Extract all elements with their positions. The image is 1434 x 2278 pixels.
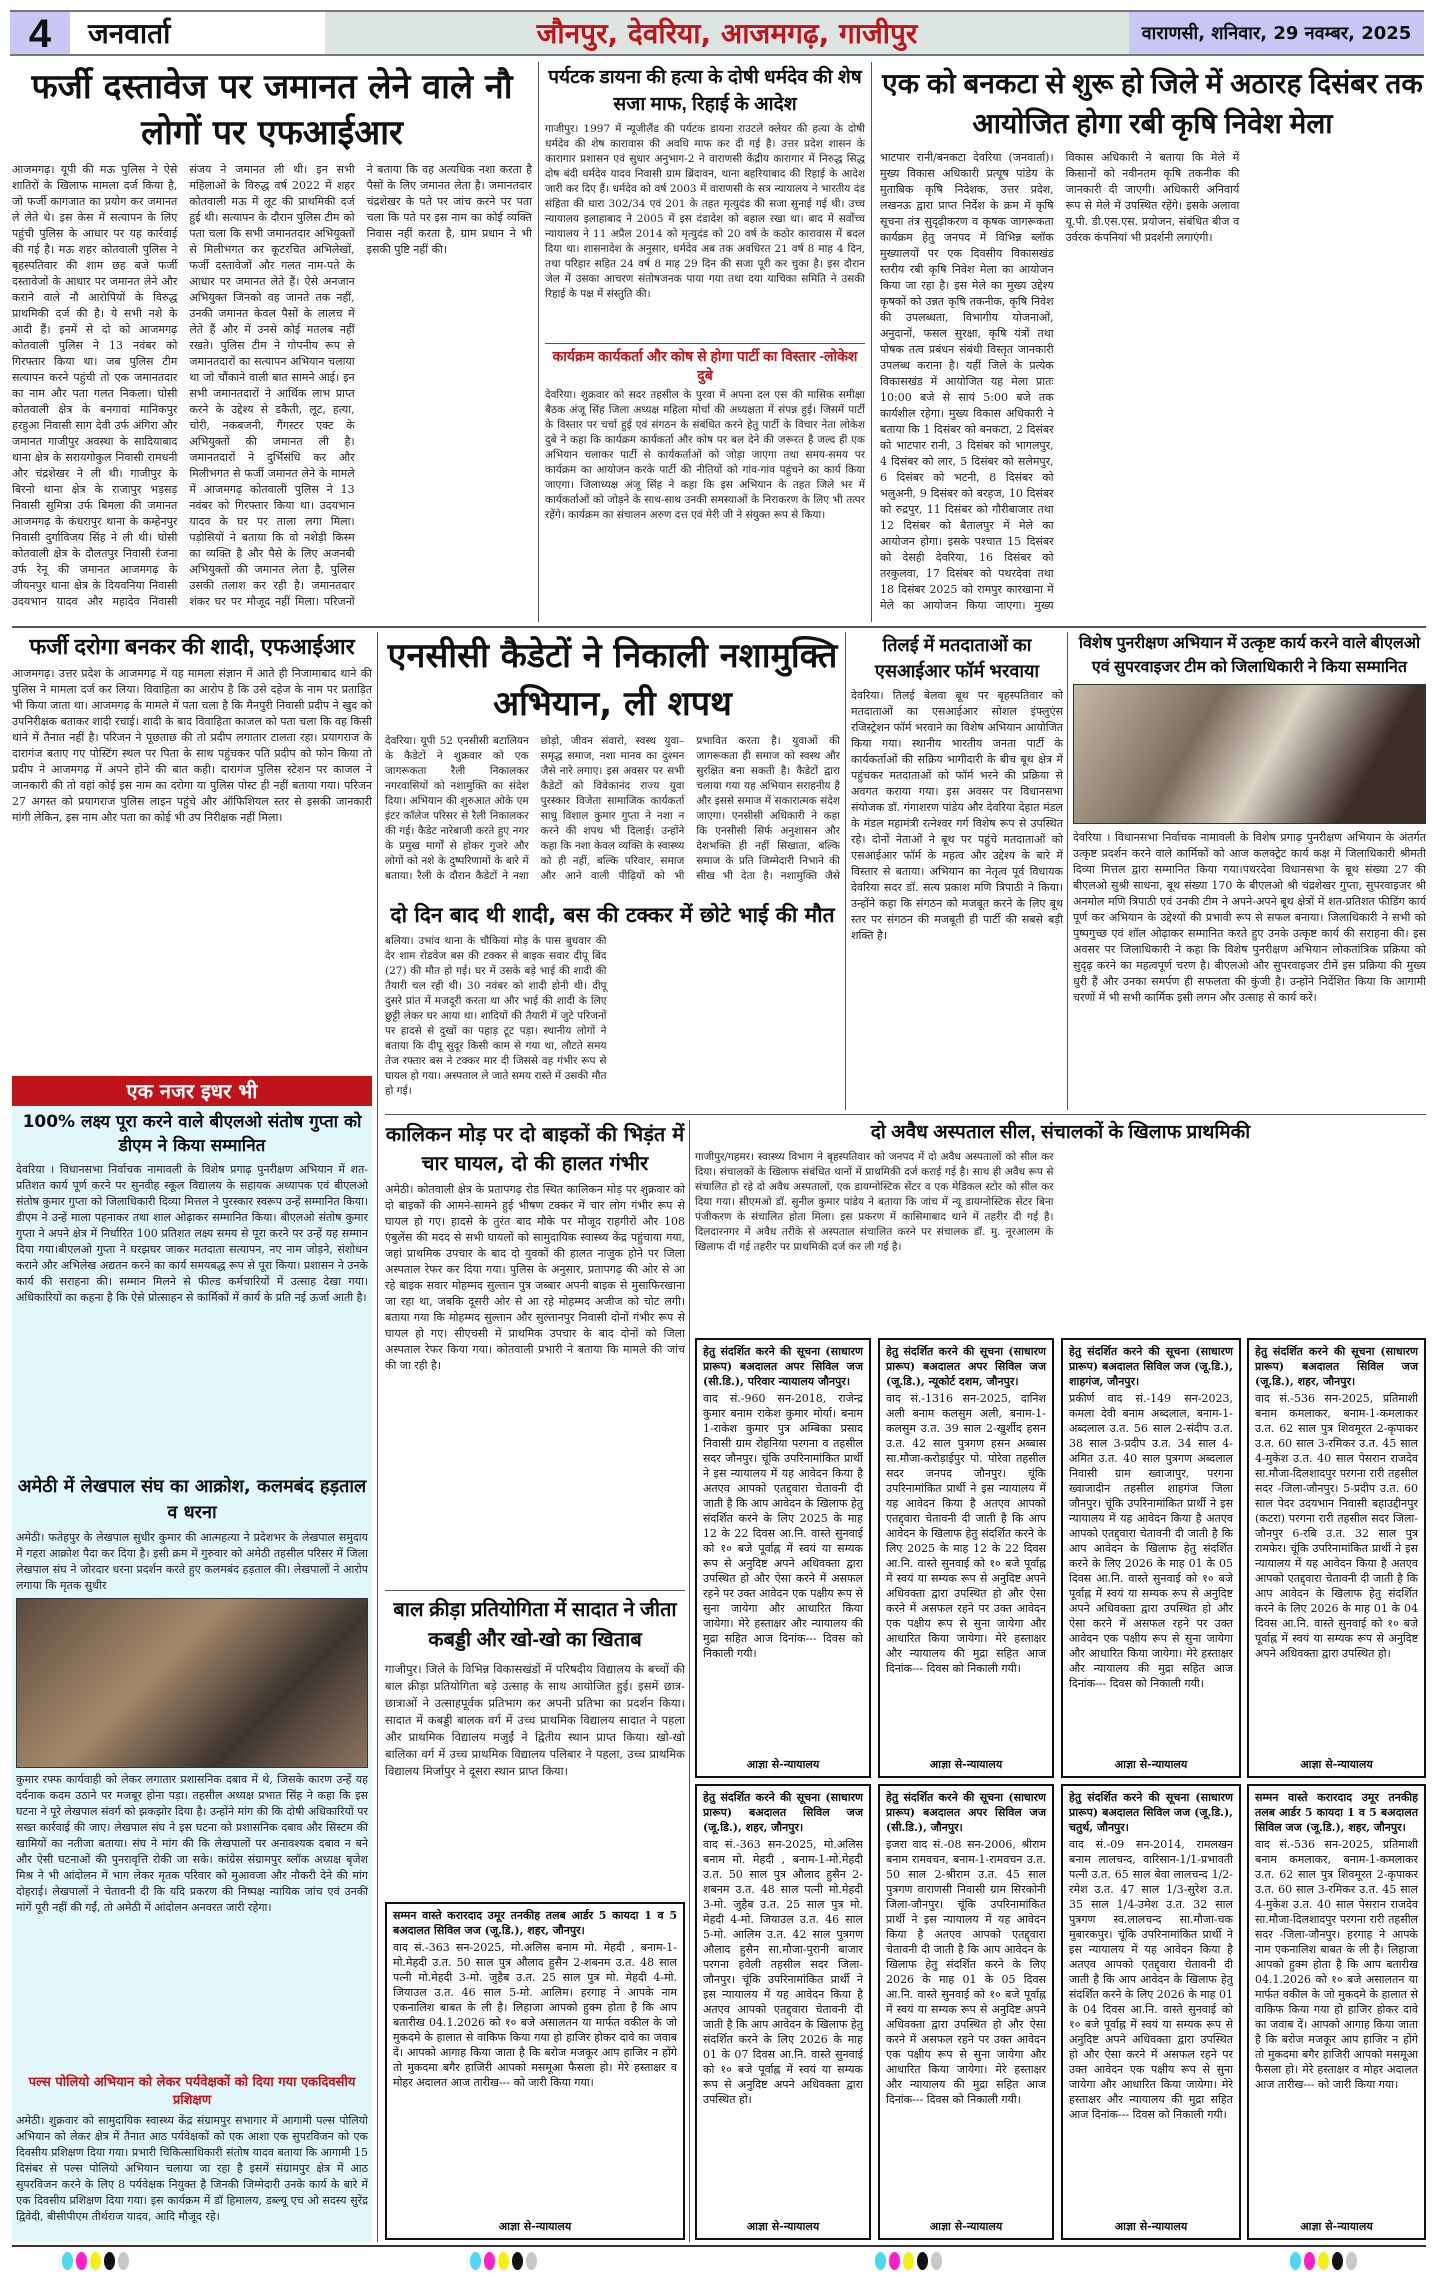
notice-body: वाद सं.-363 सन-2025, मो.अलिस बनाम मो. मेहदी , बनाम-1-मो.मेहदी उ.त. 50 साल पुत्र औलाद हुसैन 2-शबनम उ.त. 48 साल पत्नी मो.मेहदी 3-मो. जुहैब उ.त. 25 साल पुत्र मो. मेहदी 4-मो. जियाउल उ.त. 46 साल 5-मो. आलिम उ.त. 42 साल पुत्रगण औलाद हुसैन सा.मौजा-पुरानी बाजार परगना हवेली तहसील सदर जिला-जौनपुर। चूंकि उपरिनामांकित प्रार्थी ने इस न्यायालय में यह आवेदन किया है अतएव आपको एतद्द्वारा चेतावनी दी जाती है कि आप आवेदन के खिलाफ हेतु संदर्शित करने के लिए 2026 के माह 01 के 07 दिवस आ.नि. वास्ते सुनवाई को १० बजे पूर्वाह्न में स्वयं या सम्यक रूप से अनुदिष्ट अपने अधिवक्ता द्वारा उपस्थित हो। [703,1838,863,2106]
headline-bus-accident: दो दिन बाद थी शादी, बस की टक्कर में छोटे भाई की मौत [390,903,835,927]
newspaper-brand: जनवार्ता [88,17,171,50]
notice-body: वाद सं.-536 सन-2025, प्रतिमाशी बनाम कमलाकर, बनाम-1-कमलाकर उ.त. 62 साल पुत्र शिवमूरत 2-कृपाकर उ.त. 60 साल 3-रमिकर उ.त. 45 साल 4-मुकेश उ.त. 40 साल पेसरान राजदेव सा.मौजा-दिलशादपुर परगना रारी तहसील सदर -जिला-जौनपुर। 5-प्रदीप उ.त. 60 साल पेदर उदयभान निवासी बहाउद्दीनपुर (कटरा) परगना रारी तहसील सदर जिला-जौनपुर 6-रबि उ.त. 32 साल पुत्र रामफेर। चूंकि उपरिनामांकित प्रार्थी ने इस न्यायालय में यह आवेदन किया है अतएव आपको एतद्द्वारा चेतावनी दी जाती है कि आप आवेदन के खिलाफ हेतु संदर्शित करने के लिए 2026 के माह 01 के 04 दिवस आ.नि. वास्ते सुनवाई को १० बजे पूर्वाह्न में स्वयं या सम्यक रूप से अनुदिष्ट अपने अधिवक्ता द्वारा उपस्थित हो। [1255,1392,1418,1660]
court-notice [695,1338,871,1778]
article-body-krishi-mela: भाटपार रानी/बनकटा देवरिया (जनवार्ता)। मुख्य विकास अधिकारी प्रत्यूष पांडेय के मुताबिक कृषि निदेशक, उत्तर प्रदेश, लखनऊ द्वारा प्राप्त निर्देश के क्रम में कृषि सूचना तंत्र सुदृढ़ीकरण व कृषक जागरूकता कार्यक्रम हेतु जनपद में विभिन्न ब्लॉक मुख्यालयों पर एक दिवसीय विकासखंड स्तरीय रबी कृषि निवेश मेला का आयोजन किया जा रहा है। इस मेले का मुख्य उद्देश्य कृषकों को उन्नत कृषि तकनीक, कृषि निवेश की उपलब्धता, विभागीय योजनाओं, अनुदानों, फसल सुरक्षा, कृषि यंत्रों तथा पोषक तत्व प्रबंधन संबंधी विस्तृत जानकारी उपलब्ध कराना है। यहीं जिले के प्रत्येक विकासखंड में आयोजित यह मेला प्रातः 10:00 बजे से सायं 5:00 बजे तक कार्यशील रहेगा। मुख्य विकास अधिकारी ने बताया कि 1 दिसंबर को बनकटा, 2 दिसंबर को भाटपार रानी, 3 दिसंबर को भागलपुर, 4 दिसंबर को लार, 5 दिसंबर को सलेमपुर, 6 दिसंबर को भटनी, 8 दिसंबर को भलुअनी, 9 दिसंबर को बरहज, 10 दिसंबर को रुद्रपुर, 11 दिसंबर को गौरीबाजार तथा 12 दिसंबर को बैतालपुर में मेले का आयोजन होगा। इसके पश्चात 15 दिसंबर को देसही देवरिया, 16 दिसंबर को तरकुलवा, 17 दिसंबर को पथरदेवा तथा 18 दिसंबर 2025 को रामपुर कारखाना में मेले का आयोजन किया जाएगा। मुख्य विकास अधिकारी ने बताया कि मेले में किसानों को नवीनतम कृषि तकनीक की जानकारी दी जाएगी। अधिकारी अनिवार्य रूप से मेले में उपस्थित रहेंगे। इसके अलावा यू.पी. डी.एस.एस. प्रयोजन, संबंधित बीज व उर्वरक कंपनियां भी प्रदर्शनी लगाएंगी। [880,151,1240,612]
court-notice [1061,1784,1241,2240]
article-body-illegal-hospitals: गाजीपुर/गहमर। स्वास्थ्य विभाग ने बृहस्पतिवार को जनपद में दो अवैध अस्पतालों को सील कर दिया। संचालकों के खिलाफ संबंधित थानों में प्राथमिकी दर्ज कराई गई है। साथ ही अवैध रूप से संचालित हो रहे दो अवैध अस्पतालों, एक डायग्नोस्टिक सेंटर व एक मेडिकल स्टोर को सील कर दिया गया। सीएमओ डॉ. सुनील कुमार पांडेय ने बताया कि जांच में न्यू डायग्नोस्टिक सेंटर बिना पंजीकरण के संचालित होता मिला। इस प्रकरण में कासिमाबाद थाने में तहरीर दी गई है। दिलदारनगर में अवैध तरीके से अस्पताल संचालित करने पर संचालक डॉ. मु. नूरआलम के खिलाफ दी गई तहरीर पर प्राथमिकी दर्ज कर ली गई है। [695,1151,1054,1253]
blo-honour-photo [1073,684,1426,824]
registration-marks-4 [1290,2252,1357,2270]
headline-ncc-rally: एनसीसी कैडेटों ने निकाली नशामुक्ति अभियान, ली शपथ [387,636,838,724]
headline-illegal-hospitals: दो अवैध अस्पताल सील, संचालकों के खिलाफ प्राथमिकी [870,1122,1251,1143]
headline-krishi-mela: एक को बनकटा से शुरू हो जिले में अठारह दिसंबर तक आयोजित होगा रबी कृषि निवेश मेला [882,68,1423,139]
article-fake-documents [12,64,532,612]
notice-body: प्रकीर्ण वाद सं.-149 सन-2023, कमला देवी बनाम अब्दलाल, बनाम-1-अब्दलाल उ.त. 56 साल 2-संदीप उ.त. 38 साल 3-प्रदीप उ.त. 34 साल 4-अमित उ.त. 40 साल पुत्रगण अब्दलाल निवासी ग्राम ख्वाजापुर, परगना ख्वाजादीन तहसील शाहगंज जिला जौनपुर। चूंकि उपरिनामांकित प्रार्थी ने इस न्यायालय में यह आवेदन किया है अतएव आपको एतद्द्वारा चेतावनी दी जाती है कि आप आवेदन के खिलाफ हेतु संदर्शित करने के लिए 2026 के माह 01 के 05 दिवस आ.नि. वास्ते सुनवाई को १० बजे पूर्वाह्न में स्वयं या सम्यक रूप से अनुदिष्ट अपने अधिवक्ता द्वारा उपस्थित हो और ऐसा करने में असफल रहने पर उक्त आवेदन एक पक्षीय रूप से सुना जायेगा और आधारित किया जायेगा। मेरे हस्ताक्षर और न्यायालय की मुद्रा सहित आज दिनांक--- दिवस को निकाली गयी। [1069,1392,1233,1690]
article-body-bike-collision: अमेठी। कोतवाली क्षेत्र के प्रतापगढ़ रोड स्थित कालिकन मोड़ पर शुक्रवार को दो बाइकों की आमने-सामने हुई भीषण टक्कर में चार लोग गंभीर रूप से घायल हो गए। हादसे के तुरंत बाद मौके पर मौजूद राहगीरों और 108 एंबुलेंस की मदद से सभी घायलों को सामुदायिक स्वास्थ्य केंद्र पहुंचाया गया, जहां प्राथमिक उपचार के बाद दो युवकों की हालत नाजुक होने पर जिला अस्पताल रेफर कर दिया गया। पुलिस के अनुसार, प्रतापगढ़ की ओर से आ रहे बाइक सवार मोहम्मद सुल्तान पुत्र जब्बार अपनी बाइक से मुसाफिरखाना जा रहा था, जबकि दूसरी ओर से आ रहे मोहम्मद अजीज को चोट लगी। बताया गया कि मोहम्मद सुल्तान और सुल्तानपुर निवासी दोनों गंभीर रूप से घायल हो गए। सीएचसी में प्राथमिक उपचार के बाद दोनों को जिला अस्पताल रेफर किया गया। कोतवाली प्रभारी ने बताया कि मामले की जांच की जा रही है। [385,1183,685,1372]
notice-heading: सम्मन वास्ते करारदाद उमूर तनकीह तलब आर्डर 5 कायदा 1 व 5 बअदालत सिविल जज (जू.डि.), शहर, जौनपुर। [1255,1791,1418,1834]
article-body-polio: अमेठी। शुक्रवार को सामुदायिक स्वास्थ्य केंद्र संग्रामपुर सभागार में आगामी पल्स पोलियो अभियान को लेकर क्षेत्र में तैनात आठ पर्यवेक्षकों को एक आशा एक सुपरविजन को एक दिवसीय प्रशिक्षण दिया गया। प्रभारी चिकित्साधिकारी संतोष यादव बताया कि आगामी 15 दिसंबर से पल्स पोलियो अभियान चलाया जा रहा है इसमें संग्रामपुर क्षेत्र में आठ सुपरविजन करने के लिए 8 पर्यवेक्षक नियुक्त है जिनकी जिम्मेदारी उनके कार्य के बारे में एक दिवसीय प्रशिक्षण दिया गया। इस कार्यक्रम में डॉ हिमालय, डब्ल्यू एच ओ सदस्य सुरेंद्र द्विवेदी, बीसीपीएम तीर्थराज यादव, आदि मौजूद रहे। [16,2114,368,2223]
article-body-lekhpal-strike-bottom: कुमार रफ्फ कार्यवाही को लेकर लगातार प्रशासनिक दबाव में थे, जिसके कारण उन्हें यह दर्दनाक कदम उठाने पर मजबूर होना पड़ा। तहसील अध्यक्ष प्रभात सिंह ने कहा कि इस घटना ने पूरे लेखपाल संवर्ग को झकझोर दिया है। उन्होंने मांग की कि दोषी अधिकारियों पर सख्त कार्रवाई की जाए। लेखपाल संघ ने इस घटना को प्रशासनिक दबाव और सिस्टम की खामियों का नतीजा बताया। संघ ने मांग की कि लेखपालों पर अनावश्यक दबाव न बने और ऐसी घटनाओं की पुनरावृत्ति रोकी जा सके। कांग्रेस संग्रामपुर ब्लॉक अध्यक्ष बृजेश मिश्र ने भी आंदोलन में भाग लेकर मृतक परिवार को मुआवजा और नौकरी देने की मांग दोहराई। लेखपालों ने चेतावनी दी कि यदि प्रकरण की निष्पक्ष न्यायिक जांच एवं उनकी मांगें पूरी नहीं की गईं, तो अमेठी में आंदोलन अनवरत जारी रहेगा। [16,1773,368,1914]
headline-fake-daroga: फर्जी दरोगा बनकर की शादी, एफआईआर [29,634,355,659]
notice-heading: हेतु संदर्शित करने की सूचना (साधारण प्रारूप) बअदालत अपर सिविल जज (सी.डि.), परिवार न्यायालय जौनपुर। [703,1345,863,1388]
notice-body: वाद सं.-1316 सन-2025, दानिश अली बनाम कलसुम अली, बनाम-1-कलसुम उ.त. 39 साल 2-खुर्शीद हसन उ.त. 42 साल पुत्रगण हसन अब्बास सा.मौजा-करोड़ाईपुर पो. पोरेवा तहसील सदर जनपद जौनपुर। चूंकि उपरिनामांकित प्रार्थी ने इस न्यायालय में यह आवेदन किया है अतएव आपको एतद्द्वारा चेतावनी दी जाती है कि आप आवेदन के खिलाफ हेतु संदर्शित करने के लिए 2025 के माह 12 के 22 दिवस आ.नि. वास्ते सुनवाई को १० बजे पूर्वाह्न में स्वयं या सम्यक रूप से अनुदिष्ट अपने अधिवक्ता द्वारा उपस्थित हो और ऐसा करने में असफल रहने पर उक्त आवेदन एक पक्षीय रूप से सुना जायेगा और आधारित किया जायेगा। मेरे हस्ताक्षर और न्यायालय की मुद्रा सहित आज दिनांक--- दिवस को निकाली गयी। [886,1392,1046,1675]
notice-signature: आज्ञा से-न्यायालय [1114,2220,1188,2233]
court-notice [1247,1784,1426,2240]
article-body-ncc-rally: देवरिया। यूपी 52 एनसीसी बटालियन के कैडेटों ने शुक्रवार को एक जागरूकता रैली निकालकर नगरवासियों को नशामुक्ति का संदेश दिया। अभियान की शुरुआत ओके एम इंटर कॉलेज परिसर से रैली निकालकर की गई। कैडेट नारेबाजी करते हुए नगर के प्रमुख मार्गों से होकर गुजरे और लोगों को नशे के दुष्परिणामों के बारे में बताया। रैली के दौरान कैडेटों ने नशा छोड़ो, जीवन संवारो, स्वस्थ युवा–समृद्ध समाज, नशा मानव का दुश्मन जैसे नारे लगाए। इस अवसर पर सभी कैडेटों को विवेकानंद राज्य युवा पुरस्कार विजेता सामाजिक कार्यकर्ता साधु विशाल कुमार गुप्ता ने नशा न करने की शपथ भी दिलाई। उन्होंने कहा कि नशा केवल व्यक्ति के स्वास्थ्य को ही नहीं, बल्कि परिवार, समाज और आने वाली पीढ़ियों को भी प्रभावित करता है। युवाओं की जागरूकता ही समाज को स्वस्थ और सुरक्षित बना सकती है। कैडेटों द्वारा चलाया गया यह अभियान सराहनीय है और इससे समाज में सकारात्मक संदेश जाएगा। एनसीसी अधिकारी ने कहा कि एनसीसी सिर्फ अनुशासन और देशभक्ति ही नहीं सिखाता, बल्कि समाज के प्रति जिम्मेदारी निभाने की सीख भी देता है। नशामुक्ति जैसे [385,735,840,882]
article-body-blo-honour: देवरिया । विधानसभा निर्वाचक नामावली के विशेष प्रगाढ़ पुनरीक्षण अभियान के अंतर्गत उत्कृष्ट प्रदर्शन करने वाले कार्मिकों को आज कलक्ट्रेट कार्य कक्ष में जिलाधिकारी श्रीमती दिव्या मित्तल द्वारा सम्मानित किया गया।पथरदेवा विधानसभा के बूथ संख्या 27 की बीएलओ सुश्री साधना, बूथ संख्या 170 के बीएलओ श्री चंद्रशेखर गुप्ता, सुपरवाइजर श्री अनमोल मणि त्रिपाठी एवं उनकी टीम ने अपने-अपने बूथ क्षेत्रों में शत-प्रतिशत फीडिंग कार्य पूर्ण कर अभियान के उद्देश्यों की प्रभावी रूप से सफल बनाया। जिलाधिकारी ने सभी को पुष्पगुच्छ एवं शॉल ओढ़ाकर सम्मानित करते हुए उनके उत्कृष्ट कार्य की सराहना की। इस अवसर पर जिलाधिकारी ने कहा कि विशेष पुनरीक्षण अभियान लोकतांत्रिक प्रक्रिया को सुदृढ़ करने का महत्वपूर्ण चरण है। बीएलओ और सुपरवाइजर टीमें इस प्रक्रिया की मुख्य धुरी हैं और उनका समर्पण ही सफलता की कुंजी है। उन्होंने निर्देशित किया कि आगामी चरणों में भी सभी कार्मिक इसी लगन और उत्साह से कार्य करें। [1073,831,1426,1004]
headline-polio: पल्स पोलियो अभियान को लेकर पर्यवेक्षकों को दिया गया एकदिवसीय प्रशिक्षण [28,2075,356,2108]
court-notice [695,1784,871,2240]
notice-signature: आज्ञा से-न्यायालय [1300,2220,1373,2233]
page-number: 4 [10,12,70,54]
article-sir-form [851,632,1063,1110]
district-banner: जौनपुर, देवरिया, आजमगढ़, गाजीपुर [325,12,1129,54]
article-body-diana-murder: गाजीपुर। 1997 में न्यूजीलैंड की पर्यटक डायना राउटले क्लेयर की हत्या के दोषी धर्मदेव की शेष कारावास की अवधि माफ कर दी गई है। उत्तर प्रदेश शासन के कारागार प्रशासन एवं सुधार अनुभाग-2 ने वाराणसी केंद्रीय कारागार में निरुद्ध सिद्ध दोष बंदी धर्मदेव यादव निवासी ग्राम ब्रिंदावन, थाना बहरियाबाद की रिहाई के आदेश जारी कर दिए हैं। धर्मदेव को वर्ष 2003 में वाराणसी के सत्र न्यायालय ने भारतीय दंड संहिता की धारा 302/34 एवं 201 के तहत मृत्युदंड की सजा सुनाई गई थी। उच्च न्यायालय इलाहाबाद ने 2005 में इस दंडादेश को बहाल रखा था। बाद में सर्वोच्च न्यायालय ने 11 अप्रैल 2014 को मृत्युदंड को 20 वर्ष के कठोर कारावास में बदल दिया था। शासनादेश के अनुसार, धर्मदेव अब तक अवधिरत 21 वर्ष 8 माह 4 दिन, तथा परिहार सहित 24 वर्ष 8 माह 29 दिन की सजा पूरी कर चुका है। इस दौरान जेल में उसका आचरण संतोषजनक पाया गया तथा दया याचिका समिति ने उसकी रिहाई के पक्ष में संस्तुति की। [545,123,865,300]
headline-kabaddi: बाल क्रीड़ा प्रतियोगिता में सादात ने जीता कबड्डी और खो-खो का खिताब [393,1599,677,1651]
article-body-sir-form: देवरिया। तिलई बेलवा बूथ पर बृहस्पतिवार को मतदाताओं का एसआईआर सोशल इंफ्लुएंस रजिस्ट्रेशन फॉर्म भरवाने का विशेष अभियान आयोजित किया गया। स्थानीय भारतीय जनता पार्टी के कार्यकर्ताओं की सक्रिय भागीदारी के बीच बूथ क्षेत्र में पहुंचकर मतदाताओं को फॉर्म भरने की प्रक्रिया से अवगत कराया गया। इस अवसर पर विधानसभा संयोजक डॉ. गंगाशरण पांडेय और देवरिया देहात मंडल के मंडल महामंत्री रत्नेश्वर गर्ग विशेष रूप से उपस्थित रहे। दोनों नेताओं ने बूथ पर पहुंचे मतदाताओं को एसआईआर फॉर्म के महत्व और उद्देश्य के बारे में विस्तार से बताया। अभियान का नेतृत्व पूर्व विधायक देवरिया सदर डॉ. सत्य प्रकाश मणि त्रिपाठी ने किया। उन्होंने कहा कि संगठन को मजबूत करने के लिए बूथ स्तर पर संगठन की मजबूती ही पार्टी की सबसे बड़ी शक्ति है। [851,689,1063,942]
article-lekhpal-strike [16,1474,368,2070]
article-bus-accident [385,900,840,1110]
notice-signature: आज्ञा से-न्यायालय [498,2220,572,2233]
headline-diana-murder: पर्यटक डायना की हत्या के दोषी धर्मदेव की शेष सजा माफ, रिहाई के आदेश [548,67,862,115]
registration-marks-2 [470,2252,537,2270]
headline-fake-documents: फर्जी दस्तावेज पर जमानत लेने वाले नौ लोगों पर एफआईआर [31,67,513,153]
article-illegal-hospitals [695,1120,1426,1332]
article-diana-murder [545,64,865,340]
article-body-blo-santosh: देवरिया । विधानसभा निर्वाचक नामावली के विशेष प्रगाढ़ पुनरीक्षण अभियान में शत-प्रतिशत कार्य पूर्ण करने पर सुनवीह स्कूल विद्यालय के सहायक अध्यापक एवं बीएलओ संतोष कुमार गुप्ता को जिलाधिकारी दिव्या मित्तल ने पुरस्कार स्वरूप उन्हें सम्मानित किया। डीएम ने उन्हें माला पहनाकर तथा शाल ओढ़ाकर सम्मानित किया। बीएलओ संतोष कुमार गुप्ता ने अपने क्षेत्र में निर्धारित 100 प्रतिशत लक्ष्य समय से पूरा करने पर उन्हें यह सम्मान दिया गया।बीएलओ गुप्ता ने घरझघर जाकर मतदाता सत्यापन, नए नाम जोड़ने, संशोधन कराने और अभिलेख अद्यतन करने का कार्य समयबद्ध रूप से पूरा किया। प्रशासन ने उनके कार्य की सराहना की। सम्मान मिलने से फील्ड कर्मचारियों में उत्साह देखा गया। अधिकारियों का कहना है कि ऐसे प्रोत्साहन से कार्मिकों में कार्य के प्रति नई ऊर्जा आती है। [16,1163,368,1304]
article-blo-santosh [16,1110,368,1470]
article-fake-daroga [12,632,372,1070]
notice-body: वाद सं.-363 सन-2025, मो.अलिस बनाम मो. मेहदी , बनाम-1-मो.मेहदी उ.त. 50 साल पुत्र औलाद हुसैन 2-शबनम उ.त. 48 साल पत्नी मो.मेहदी 3-मो. जुहैब उ.त. 25 साल पुत्र मो. मेहदी 4-मो. जियाउल उ.त. 46 साल 5-मो. आलिम। हरगाह ने आपके नाम एकनालिश बाबत के ली है। लिहाजा आपको हुक्म होता है कि आप बतारीख 04.1.2026 को १० बजे असालतन या मार्फत वकील के जो मुकदमे के हालात से वाकिफ किया गया हो हाजिर होकर दावे का जवाब दें। आपको आगाह किया जाता है कि बरोज मजकूर आप हाजिर न होंगे तो मुकदमा बगैर हाजिरी आपको मसमूआ फैसला हो। मेरे हस्ताक्षर व मोहर अदालत आज तारीख--- को जारी किया गया। [393,1941,677,2089]
dateline: वाराणसी, शनिवार, 29 नवम्बर, 2025 [1129,12,1424,54]
article-body-fake-documents: आजमगढ़। यूपी की मऊ पुलिस ने ऐसे शातिरों के खिलाफ मामला दर्ज किया है, जो फर्जी कागजात का प्रयोग कर जमानत ले लेते थे। इस केस में सत्यापन के लिए पहुंची पुलिस के आधार पर यह कार्रवाई की गई है। मऊ शहर कोतवाली पुलिस ने बृहस्पतिवार की शाम छह बजे फर्जी दस्तावेजों के आधार पर जमानत लेने और कराने वाले नौ आरोपियों के विरुद्ध प्राथमिकी दर्ज की है। ये सभी नशे के आदी हैं। इनमें से दो को आजमगढ़ कोतवाली पुलिस ने 13 नवंबर को गिरफ्तार किया था। जब पुलिस टीम सत्यापन करने पहुंची तो एक जमानतदार का नाम और पता गलत निकला। घोसी कोतवाली क्षेत्र के बनगावां मानिकपुर हरहुआ निवासी साग देवी उर्फ अंगिरा और जमानत गाजीपुर अवस्था के सादियाबाद थाना क्षेत्र के सरायगोकुल निवासी रामधनी और चंद्रशेखर ने ली थी। गाजीपुर के बिरनो थाना क्षेत्र के राजापुर भड़सड़ निवासी सुमित्रा उर्फ बिमला की जमानत आजमगढ़ के कंधरापुर थाना के कम्हेनपुर निवासी दुर्गाविजय सिंह ने ली थी। घोसी कोतवाली क्षेत्र के दौलतपुर निवासी रंजना उर्फ रेनू की जमानत आजमगढ़ के जीयनपुर थाना क्षेत्र के दियवनिया निवासी उदयभान यादव और महादेव निवासी संजय ने जमानत ली थी। इन सभी महिलाओं के विरुद्ध वर्ष 2022 में शहर कोतवाली मऊ में लूट की प्राथमिकी दर्ज हुई थी। सत्यापन के दौरान पुलिस टीम को पता चला कि सभी जमानतदार अभियुक्तों से मिलीभगत कर कूटरचित अभिलेखों, फर्जी दस्तावेजों और गलत नाम-पते के आधार पर जमानत लेते हैं। ऐसे अनजान अभियुक्त जिनको वह जानते तक नहीं, उनकी जमानत केवल पैसों के लालच में लेते हैं और में उनसे कोई मतलब नहीं रखते। पुलिस टीम ने गोपनीय रूप से जमानतदारों का सत्यापन अभियान चलाया था जो चौंकाने वाली बात सामने आई। इन सभी जमानतदारों ने आर्थिक लाभ प्राप्त करने के उद्देश्य से डकैती, लूट, हत्या, चोरी, नकबजनी, गैंगस्टर एक्ट के अभियुक्तों की जमानत ली है। जमानतदारों ने दुर्भिसंधि कर और मिलीभगत से फर्जी जमानत लेने के मामले में आजमगढ़ कोतवाली पुलिस ने 13 नवंबर को गिरफ्तार किया था। उदयभान यादव के घर पर ताला लगा मिला। पड़ोसियों ने बताया कि वो नशेड़ी किस्म का व्यक्ति है और पैसे के लिए अजनबी अभियुक्तों की जमानत लेता है, पुलिस उसकी तलाश कर रही है। जमानतदार शंकर घर पर मौजूद नहीं मिला। परिजनों ने बताया कि वह अत्यधिक नशा करता है पैसों के लिए जमानत लेता है। जमानतदार चंद्रशेखर के पते पर जांच करने पर पता चला कि पते पर इस नाम का कोई व्यक्ति निवास नहीं करता है, ग्राम प्रधान ने भी इसकी पुष्टि नहीं की। [12,163,532,608]
court-notice [878,1784,1054,2240]
article-blo-honour [1073,632,1426,1110]
notice-signature: आज्ञा से-न्यायालय [746,1758,820,1771]
court-notice [385,1902,685,2240]
article-ncc-rally [385,632,840,894]
notice-body: वाद सं.-960 सन-2018, राजेन्द्र कुमार बनाम राकेश कुमार मोर्या। बनाम 1-राकेश कुमार पुत्र अम्बिका प्रसाद निवासी ग्राम रोहनिया परगना व तहसील सदर जौनपुर। चूंकि उपरिनामांकित प्रार्थी ने इस न्यायालय में यह आवेदन किया है अतएव आपको एतद्द्वारा चेतावनी दी जाती है कि आप आवेदन के खिलाफ हेतु संदर्शित करने के लिए 2025 के माह 12 के 22 दिवस आ.नि. वास्ते सुनवाई को १० बजे पूर्वाह्न में स्वयं या सम्यक रूप से अनुदिष्ट अपने अधिवक्ता द्वारा उपस्थित हो और ऐसा करने में असफल रहने पर उक्त आवेदन एक पक्षीय रूप से सुना जायेगा और आधारित किया जायेगा। मेरे हस्ताक्षर और न्यायालय की मुद्रा सहित आज दिनांक--- दिवस को निकाली गयी। [703,1392,863,1660]
notice-heading: हेतु संदर्शित करने की सूचना (साधारण प्रारूप) बअदालत सिविल जज (जू.डि.), चतुर्थ, जौनपुर। [1069,1791,1233,1834]
notice-heading: हेतु संदर्शित करने की सूचना (साधारण प्रारूप) बअदालत सिविल जज (जू.डि.), शाहगंज, जौनपुर। [1069,1345,1233,1388]
notice-signature: आज्ञा से-न्यायालय [929,2220,1003,2233]
notice-signature: आज्ञा से-न्यायालय [1114,1758,1188,1771]
headline-lekhpal-strike: अमेठी में लेखपाल संघ का आक्रोश, कलमबंद हड़ताल व धरना [17,1476,367,1523]
registration-marks-3 [875,2252,942,2270]
notice-heading: हेतु संदर्शित करने की सूचना (साधारण प्रारूप) बअदालत सिविल जज (जू.डि.), शहर, जौनपुर। [1255,1345,1418,1388]
article-body-fake-daroga: आजमगढ़। उत्तर प्रदेश के आजमगढ़ में यह मामला संज्ञान में आते ही निजामाबाद थाने की पुलिस ने मामला दर्ज कर लिया। विवाहिता का आरोप है कि उसे दहेज के नाम पर प्रताड़ित भी किया जाता था। आजमगढ़ के मामले में पता चला है कि मैनपुरी निवासी प्रदीप ने खुद को उपनिरीक्षक बताकर शादी रचाई। शादी के बाद विवाहिता काजल को पता चला कि वह किसी थाने में तैनात नहीं है। परिजन ने पूछताछ की तो प्रदीप लगातार टालता रहा। प्रयागराज के दारागंज बताए गए पोस्टिंग स्थल पर पिता के साथ पहुंचकर पति प्रदीप को फोन किया तो प्रदीप ने आजमगढ़ में अपने होने की बात कही। दारागंज पुलिस स्टेशन पर काजल ने जानकारी की तो वहां कोई इस नाम का दरोगा या पुलिस पोस्ट ही नहीं बताया गया। परिजन 27 अगस्त को प्रयागराज पुलिस लाइन पहुंचे और ऑफिशियल स्तर से इसकी जानकारी मांगी लेकिन, इस नाम और पता का कोई भी उप निरीक्षक नहीं मिला। [12,667,372,824]
notice-heading: हेतु संदर्शित करने की सूचना (साधारण प्रारूप) बअदालत सिविल जज (जू.डि.), शहर, जौनपुर। [703,1791,863,1834]
notice-signature: आज्ञा से-न्यायालय [746,2220,820,2233]
notice-heading: सम्मन वास्ते करारदाद उमूर तनकीह तलब आर्डर 5 कायदा 1 व 5 बअदालत सिविल जज (जू.डि.), शहर, जौनपुर। [393,1909,677,1937]
notice-body: वाद सं.-09 सन-2014, रामलखन बनाम लालचन्द, वारिसान-1/1-प्रभावती पत्नी उ.त. 65 साल बेवा लालचन्द 1/2-रमेश उ.त. 47 साल 1/3-सुरेश उ.त. 35 साल 1/4-उमेश उ.त. 32 साल पुत्रगण स्व.लालचन्द सा.मौजा-चक मुबारकपुर। चूंकि उपरिनामांकित प्रार्थी ने इस न्यायालय में यह आवेदन किया है अतएव आपको एतद्द्वारा चेतावनी दी जाती है कि आप आवेदन के खिलाफ हेतु संदर्शित करने के लिए 2026 के माह 01 के 04 दिवस आ.नि. वास्ते सुनवाई को १० बजे पूर्वाह्न में स्वयं या सम्यक रूप से अनुदिष्ट अपने अधिवक्ता द्वारा उपस्थित हो और ऐसा करने में असफल रहने पर उक्त आवेदन एक पक्षीय रूप से सुना जायेगा और आधारित किया जायेगा। मेरे हस्ताक्षर और न्यायालय की मुद्रा सहित आज दिनांक--- दिवस को निकाली गयी। [1069,1838,1233,2121]
notice-heading: हेतु संदर्शित करने की सूचना (साधारण प्रारूप) बअदालत अपर सिविल जज (जू.डि.), न्यूकोर्ट दशम, जौनपुर। [886,1345,1046,1388]
notice-body: वाद सं.-536 सन-2025, प्रतिमाशी बनाम कमलाकर, बनाम-1-कमलाकर उ.त. 62 साल पुत्र शिवमूरत 2-कृपाकर उ.त. 60 साल 3-रमिकर उ.त. 45 साल 4-मुकेश उ.त. 40 साल पेसरान राजदेव सा.मौजा-दिलशादपुर परगना रारी तहसील सदर -जिला-जौनपुर। हरगाह ने आपके नाम एकनालिश बाबत के ली है। लिहाजा आपको हुक्म होता है कि आप बतारीख 04.1.2026 को १० बजे असालतन या मार्फत वकील के जो मुकदमे के हालात से वाकिफ किया गया हो हाजिर होकर दावे का जवाब दें। आपको आगाह किया जाता है कि बरोज मजकूर आप हाजिर न होंगे तो मुकदमा बगैर हाजिरी आपको मसमूआ फैसला हो। मेरे हस्ताक्षर व मोहर अदालत आज तारीख--- को जारी किया गया। [1255,1838,1418,2091]
article-krishi-mela [880,64,1425,622]
headline-blo-honour: विशेष पुनरीक्षण अभियान में उत्कृष्ट कार्य करने वाले बीएलओ एवं सुपरवाइजर टीम को जिलाधिकारी ने किया सम्मानित [1078,635,1421,676]
notice-heading: हेतु संदर्शित करने की सूचना (साधारण प्रारूप) बअदालत अपर सिविल जज (सी.डि.), जौनपुर। [886,1791,1046,1834]
headline-party-expansion: कार्यक्रम कार्यकर्ता और कोष से होगा पार्टी का विस्तार -लोकेश दुबे [552,348,858,383]
headline-sir-form: तिलई में मतदाताओं का एसआईआर फॉर्म भरवाया [874,635,1040,681]
article-body-kabaddi: गाजीपुर। जिले के विभिन्न विकासखंडों में परिषदीय विद्यालय के बच्चों की बाल क्रीड़ा प्रतियोगिता बड़े उत्साह के साथ आयोजित हुई। इसमें छात्र-छात्राओं ने उत्साहपूर्वक प्रतिभाग कर अपनी प्रतिभा का प्रदर्शन किया। सादात में कबड्डी बालक वर्ग में उच्च प्राथमिक विद्यालय सादात ने पहला और प्राथमिक विद्यालय मजुईं ने द्वितीय स्थान प्राप्त किया। खो-खो बालिका वर्ग में उच्च प्राथमिक विद्यालय पलिबार ने पहला, उच्च प्राथमिक विद्यालय मिर्जापुर ने दूसरा स्थान प्राप्त किया। [385,1662,685,1778]
article-bike-collision [385,1120,685,1586]
court-notice [1247,1338,1426,1778]
article-body-party-expansion: देवरिया। शुक्रवार को सदर तहसील के पुरवा में अपना दल एस की मासिक समीक्षा बैठक अंजू सिंह जिला अध्यक्ष महिला मोर्चा की अध्यक्षता में संपन्न हुई। जिसमें पार्टी के विस्तार पर चर्चा हुई एवं संगठन के संबंधित करने हेतु पार्टी के विचार नेता लोकेश दुबे ने कहा कि कार्यक्रम कार्यकर्ता और कोष पर बल देने की जरूरत है जल्द ही एक अभियान चलाकर पार्टी से कार्यकर्ताओं को जोड़ा जाएगा तथा समय-समय पर कार्यक्रम का आयोजन करके पार्टी की नीतियों को गांव-गांव पहुंचने का कार्य किया जाएगा। जिलाध्यक्ष अंजू सिंह ने कहा कि इस अभियान के तहत जिले भर में कार्यकर्ताओं को जोड़ने के साथ-साथ उनकी समस्याओं के निराकरण के लिए भी तत्पर रहेंगे। कार्यक्रम का संचालन अरुण दत्त एवं मेरी जी ने संयुक्त रूप से किया। [545,389,865,521]
section-banner-one-glance: एक नजर इधर भी [12,1076,372,1106]
headline-bike-collision: कालिकन मोड़ पर दो बाइकों की भिड़ंत में चार घायल, दो की हालत गंभीर [385,1122,685,1175]
court-notice [1061,1338,1241,1778]
article-body-bus-accident: बलिया। उभांव थाना के चौकियां मोड़ के पास बुधवार की देर शाम रोडवेज बस की टक्कर से बाइक सवार दीपू बिंद (27) की मौत हो गई। घर में उसके बड़े भाई की शादी की तैयारी चल रही थी। 30 नवंबर को शादी होनी थी। दीपू दुसरे प्रांत में मजदूरी करता था और भाई की शादी के लिए छुट्टी लेकर घर आया था। शादियों की तैयारी में जुटे परिजनों पर हादसे से दुखों का पहाड़ टूट पड़ा। स्थानीय लोगों ने बताया कि दीपू सुदूर किसी काम से गया था, लौटते समय तेज रफ्तार बस ने टक्कर मार दी जिससे वह गंभीर रूप से घायल हो गया। अस्पताल ले जाते समय रास्ते में उसकी मौत हो गई। [385,935,607,1097]
registration-marks-1 [62,2252,129,2270]
masthead [10,10,1424,56]
article-kabaddi [385,1595,685,1895]
court-notice [878,1338,1054,1778]
article-body-lekhpal-strike-top: अमेठी। फतेहपुर के लेखपाल सुधीर कुमार की आत्महत्या ने प्रदेशभर के लेखपाल समुदाय में गहरा आक्रोश पैदा कर दिया है। इसी क्रम में गुरुवार को अमेठी तहसील परिसर में जिला लेखपाल संघ ने जोरदार धरना प्रदर्शन करते हुए कलमबंद हड़ताल की। लेखपालों ने आरोप लगाया कि मृतक सुधीर [16,1531,368,1592]
notice-signature: आज्ञा से-न्यायालय [1300,1758,1373,1771]
article-polio [16,2074,368,2240]
headline-blo-santosh: 100% लक्ष्य पूरा करने वाले बीएलओ संतोष गुप्ता को डीएम ने किया सम्मानित [22,1112,362,1156]
notice-body: इजरा वाद सं.-08 सन-2006, श्रीराम बनाम रामवचन, बनाम-1-रामवचन उ.त. 50 साल 2-श्रीराम उ.त. 45 साल पुत्रगण वाराणसी निवासी ग्राम सिरकोनी जिला-जौनपुर। चूंकि उपरिनामांकित प्रार्थी ने इस न्यायालय में यह आवेदन किया है अतएव आपको एतद्द्वारा चेतावनी दी जाती है कि आप आवेदन के खिलाफ हेतु संदर्शित करने के लिए 2026 के माह 01 के 05 दिवस आ.नि. वास्ते सुनवाई को १० बजे पूर्वाह्न में स्वयं या सम्यक रूप से अनुदिष्ट अपने अधिवक्ता द्वारा उपस्थित हो और ऐसा करने में असफल रहने पर उक्त आवेदन एक पक्षीय रूप से सुना जायेगा और आधारित किया जायेगा। मेरे हस्ताक्षर और न्यायालय की मुद्रा सहित आज दिनांक--- दिवस को निकाली गयी। [886,1838,1046,2106]
lekhpal-strike-photo [16,1598,368,1768]
notice-signature: आज्ञा से-न्यायालय [929,1758,1003,1771]
article-party-expansion [545,347,865,622]
